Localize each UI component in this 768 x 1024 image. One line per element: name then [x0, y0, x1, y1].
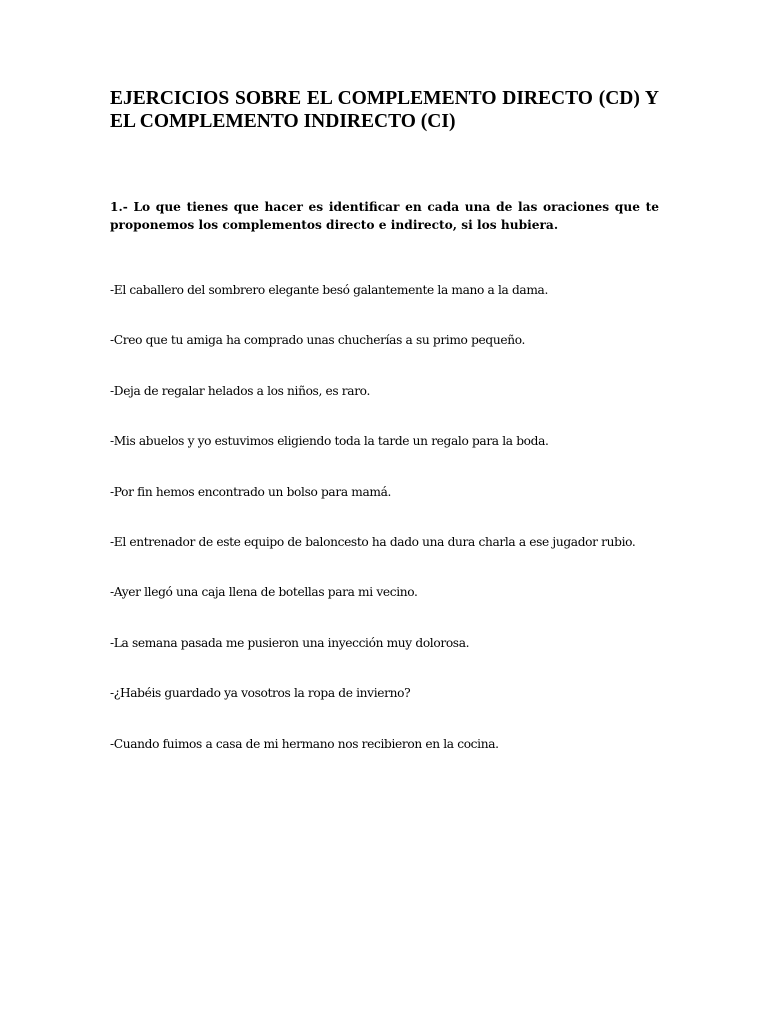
sentence-item: -Creo que tu amiga ha comprado unas chucherías a su primo pequeño. — [110, 333, 525, 348]
sentence-item: -El entrenador de este equipo de baloncesto ha dado una dura charla a ese jugador rubio. — [110, 534, 636, 549]
exercise-instruction: 1.- Lo que tienes que hacer es identificar en cada una de las oraciones que te proponemos los complementos directo e indirecto, si los hubiera. — [110, 200, 659, 232]
sentence-item: -¿Habéis guardado ya vosotros la ropa de invierno? — [110, 686, 411, 701]
document-title: EJERCICIOS SOBRE EL COMPLEMENTO DIRECTO (CD) Y EL COMPLEMENTO INDIRECTO (CI) — [110, 88, 659, 132]
sentence-item: -Mis abuelos y yo estuvimos eligiendo toda la tarde un regalo para la boda. — [110, 434, 549, 449]
sentence-item: -Deja de regalar helados a los niños, es raro. — [110, 383, 370, 398]
sentence-item: -Por fin hemos encontrado un bolso para mamá. — [110, 484, 392, 499]
sentence-item: -La semana pasada me pusieron una inyección muy dolorosa. — [110, 635, 470, 650]
sentence-item: -Ayer llegó una caja llena de botellas para mi vecino. — [110, 585, 418, 600]
sentence-item: -El caballero del sombrero elegante besó galantemente la mano a la dama. — [110, 283, 548, 297]
sentence-item: -Cuando fuimos a casa de mi hermano nos recibieron en la cocina. — [110, 736, 499, 751]
sentence-list — [110, 280, 670, 784]
